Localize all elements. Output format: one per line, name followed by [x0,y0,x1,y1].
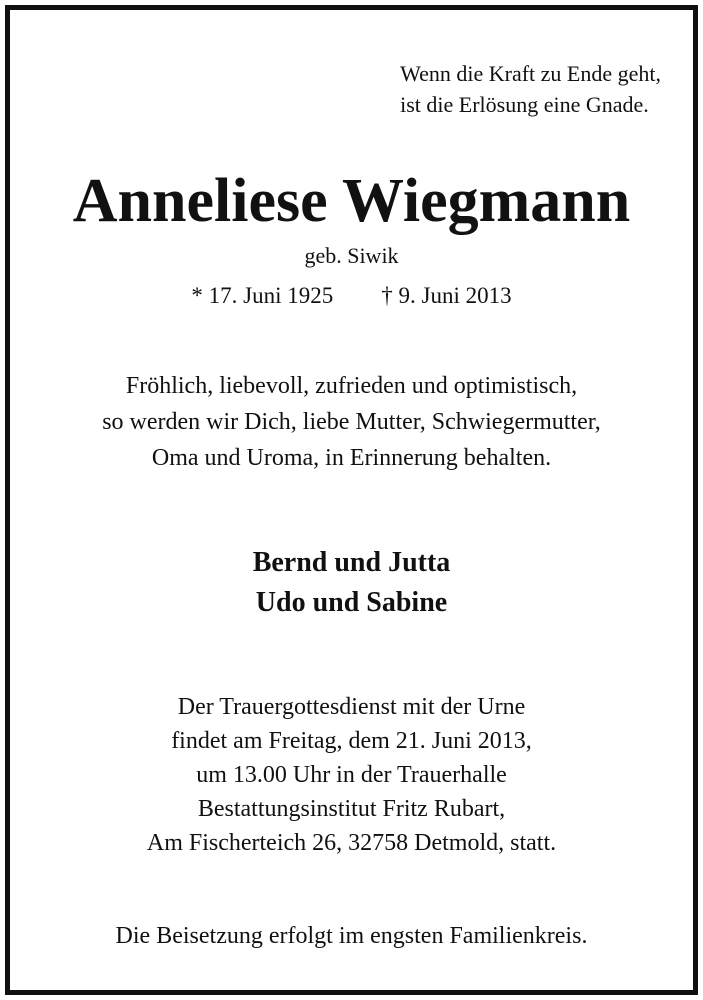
service-line: Der Trauergottesdienst mit der Urne [177,694,526,720]
tribute-line: Oma und Uroma, in Erinnerung behalten. [151,445,552,471]
tribute-line: so werden wir Dich, liebe Mutter, Schwiegermutter, [102,409,601,435]
service-line: Am Fischerteich 26, 32758 Detmold, statt. [146,830,557,856]
deceased-name: Anneliese Wiegmann [72,167,631,235]
mourner-name: Bernd und Jutta [252,547,451,578]
tribute-line: Fröhlich, liebevoll, zufrieden und optimistisch, [125,373,578,399]
birth-date: * 17. Juni 1925 [191,283,334,308]
service-announcement [0,690,703,860]
burial-line: Die Beisetzung erfolgt im engsten Familienkreis. [115,923,588,949]
burial-note [0,918,703,954]
maiden-name: geb. Siwik [304,243,399,268]
life-dates [0,281,703,311]
death-date: † 9. Juni 2013 [381,283,512,308]
tribute-text [0,368,703,476]
motto-line: Wenn die Kraft zu Ende geht, [400,61,661,86]
service-line: Bestattungsinstitut Fritz Rubart, [197,796,506,822]
motto-line: ist die Erlösung eine Gnade. [400,92,649,117]
service-line: um 13.00 Uhr in der Trauerhalle [196,762,507,788]
mourners-list [0,543,703,623]
service-line: findet am Freitag, dem 21. Juni 2013, [171,728,532,754]
motto-quote [400,58,661,120]
mourner-name: Udo und Sabine [255,587,448,618]
